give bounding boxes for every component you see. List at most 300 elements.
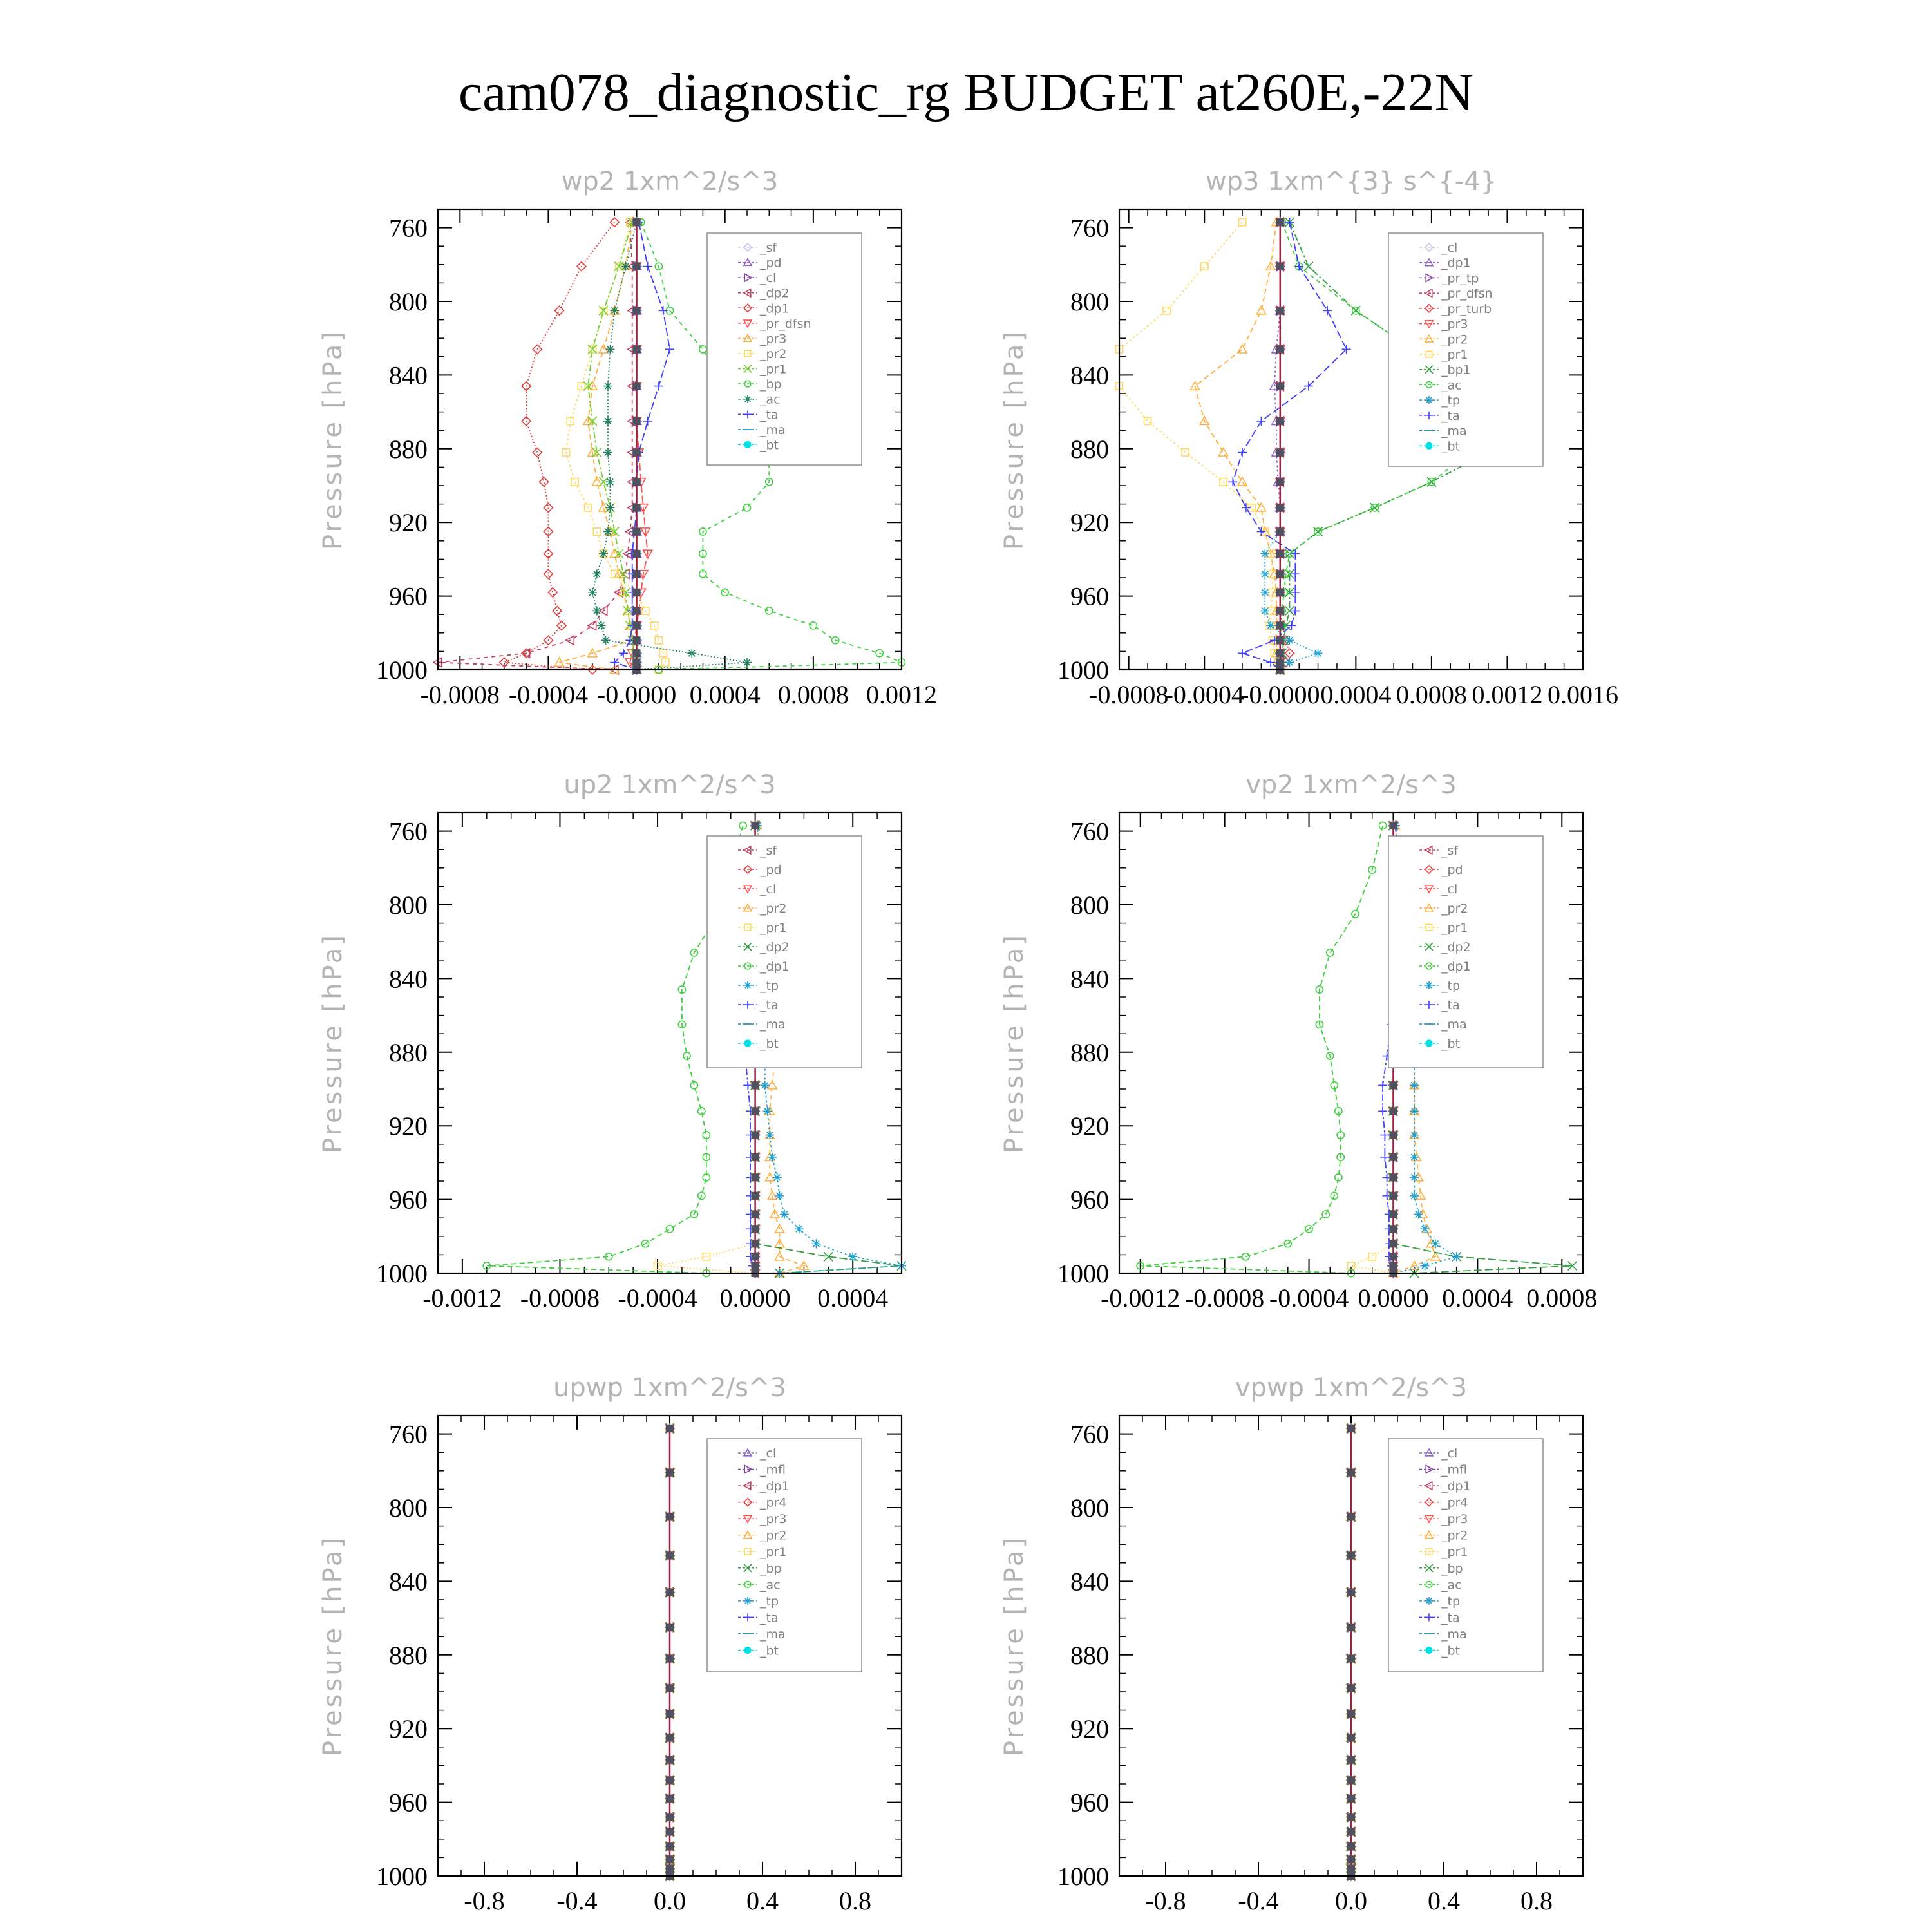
legend-label: _mfl <box>760 1463 786 1477</box>
zero-point <box>666 1655 674 1663</box>
y-tick-label: 880 <box>1070 434 1109 464</box>
legend-label: _ta <box>1441 408 1460 423</box>
legend-label: _cl <box>1441 882 1458 896</box>
zero-point <box>752 1192 759 1200</box>
legend-label: _bp1 <box>1441 363 1471 377</box>
data-point <box>601 636 611 645</box>
zero-point <box>1389 1153 1397 1161</box>
zero-point <box>666 1776 674 1784</box>
legend-label: _tp <box>1441 979 1461 993</box>
data-point <box>699 346 706 353</box>
data-point <box>603 527 612 536</box>
series-line <box>1265 222 1318 670</box>
legend-label: _mfl <box>1441 1463 1467 1477</box>
zero-point <box>1389 1262 1397 1270</box>
zero-profile <box>1347 1425 1355 1880</box>
legend-label: _ma <box>1441 424 1467 439</box>
x-tick-label: 0.0012 <box>866 680 937 709</box>
panel-5 <box>999 1373 1583 1915</box>
series-line <box>1274 222 1280 670</box>
series-pr2 <box>1191 218 1285 674</box>
series-tp <box>1260 218 1322 674</box>
zero-point <box>1347 1589 1355 1596</box>
zero-point <box>666 1813 674 1821</box>
legend-marker <box>1426 1040 1432 1046</box>
data-point <box>666 1226 673 1233</box>
zero-point <box>633 607 641 614</box>
legend-label: _dp1 <box>760 960 790 974</box>
legend <box>707 233 862 465</box>
x-tick-label: -0.0004 <box>618 1283 697 1312</box>
data-point <box>597 621 606 630</box>
zero-point <box>666 1828 674 1835</box>
zero-point <box>1389 1081 1397 1089</box>
zero-point <box>633 528 641 536</box>
zero-point <box>1347 1855 1355 1863</box>
data-point <box>1410 1173 1419 1182</box>
series-dp1 <box>1137 822 1387 1276</box>
zero-point <box>666 1469 674 1477</box>
data-point <box>1378 1106 1387 1115</box>
data-point <box>775 1252 784 1260</box>
legend-label: _pr2 <box>1441 332 1468 347</box>
data-point <box>1256 306 1265 314</box>
legend-label: _pr1 <box>760 362 787 377</box>
legend-marker <box>1425 1597 1433 1605</box>
data-point <box>1410 1081 1419 1090</box>
data-point <box>1368 1253 1376 1260</box>
y-tick-label: 960 <box>1070 1788 1109 1817</box>
x-tick-label: -0.0004 <box>1164 680 1244 709</box>
x-tick-label: 0.0008 <box>1526 1283 1598 1312</box>
legend-label: _pd <box>1441 863 1463 877</box>
legend-label: _dp1 <box>760 1479 790 1494</box>
zero-point <box>752 1240 759 1247</box>
x-tick-label: -0.4 <box>556 1886 598 1915</box>
legend-label: _pd <box>760 256 782 270</box>
series-pr2 <box>562 218 668 673</box>
legend-label: _pr2 <box>760 902 787 916</box>
data-point <box>1421 1224 1430 1233</box>
y-axis-label: Pressure [hPa] <box>999 1535 1029 1756</box>
zero-point <box>1276 550 1284 558</box>
legend-label: _pr3 <box>760 1512 787 1527</box>
legend-label: _pr1 <box>760 921 787 935</box>
zero-point <box>1389 1210 1397 1218</box>
zero-point <box>633 345 641 353</box>
x-tick-label: -0.0012 <box>422 1283 502 1312</box>
legend-label: _ma <box>760 422 786 437</box>
x-tick-label: -0.8 <box>464 1886 505 1915</box>
zero-point <box>1276 659 1284 667</box>
panel-title: upwp 1xm^2/s^3 <box>553 1373 786 1403</box>
x-tick-label: -0.4 <box>1238 1886 1279 1915</box>
zero-point <box>1389 1240 1397 1247</box>
data-point <box>1452 1252 1461 1261</box>
x-tick-label: 0.0004 <box>1320 680 1392 709</box>
legend-label: _ta <box>760 408 779 422</box>
y-tick-label: 760 <box>1070 817 1109 846</box>
panel-title: up2 1xm^2/s^3 <box>564 770 776 800</box>
data-point <box>544 503 553 512</box>
y-tick-label: 840 <box>1070 361 1109 390</box>
zero-point <box>666 1551 674 1559</box>
legend-label: _cl <box>1441 1446 1458 1461</box>
legend-label: _sf <box>760 844 777 858</box>
legend <box>707 1439 862 1672</box>
data-point <box>540 477 549 486</box>
zero-point <box>1276 218 1284 226</box>
data-point <box>1431 1239 1440 1248</box>
legend-label: _ac <box>1441 378 1462 393</box>
legend-label: _ma <box>760 1018 786 1032</box>
data-point <box>605 345 614 354</box>
x-tick-label: 0.0000 <box>719 1283 791 1312</box>
legend-label: _dp2 <box>760 940 790 954</box>
legend-label: _tp <box>1441 1594 1461 1609</box>
panel-title: vpwp 1xm^2/s^3 <box>1235 1373 1468 1403</box>
series-dp1 <box>500 218 619 674</box>
zero-point <box>1276 263 1284 270</box>
x-tick-label: 0.0004 <box>689 680 761 709</box>
y-axis-label: Pressure [hPa] <box>318 1535 348 1756</box>
legend-label: _pr1 <box>760 1545 787 1560</box>
y-tick-label: 1000 <box>1057 656 1109 685</box>
zero-point <box>1276 570 1284 578</box>
y-tick-label: 760 <box>389 213 428 243</box>
data-point <box>659 306 668 315</box>
y-tick-label: 960 <box>389 1185 428 1215</box>
legend-label: _pr2 <box>760 1528 787 1543</box>
series-pr_turb <box>1276 218 1294 674</box>
panel-3 <box>999 770 1597 1312</box>
data-point <box>811 1239 820 1248</box>
data-point <box>743 504 750 511</box>
zero-point <box>666 1710 674 1718</box>
y-tick-label: 880 <box>389 1037 428 1067</box>
y-tick-label: 800 <box>1070 1493 1109 1522</box>
legend-label: _cl <box>760 1446 777 1461</box>
legend-label: _cl <box>760 882 777 896</box>
legend <box>1388 1439 1543 1672</box>
legend-label: _tp <box>1441 393 1461 408</box>
zero-point <box>633 621 641 629</box>
legend <box>1388 233 1543 466</box>
zero-point <box>633 218 641 226</box>
legend-label: _bp <box>760 377 782 392</box>
y-tick-label: 800 <box>1070 891 1109 920</box>
zero-point <box>1276 449 1284 457</box>
zero-point <box>752 1132 759 1139</box>
data-point <box>1238 477 1247 486</box>
y-tick-label: 1000 <box>376 1259 428 1288</box>
data-point <box>588 588 597 597</box>
series-line <box>504 222 614 670</box>
y-tick-label: 760 <box>389 1419 428 1449</box>
x-tick-label: -0.8 <box>1145 1886 1186 1915</box>
zero-point <box>752 1225 759 1233</box>
data-point <box>603 448 612 457</box>
zero-point <box>1347 1828 1355 1835</box>
data-point <box>1410 1191 1419 1200</box>
data-point <box>619 649 628 658</box>
data-point <box>571 478 578 486</box>
legend-label: _ac <box>1441 1578 1462 1593</box>
zero-point <box>752 1153 759 1161</box>
zero-point <box>1347 1813 1355 1821</box>
y-tick-label: 840 <box>1070 1567 1109 1596</box>
panel-title: wp2 1xm^2/s^3 <box>561 167 779 196</box>
legend <box>707 836 862 1068</box>
x-tick-label: -0.0000 <box>1240 680 1320 709</box>
y-axis-label: Pressure [hPa] <box>318 329 348 550</box>
zero-point <box>1347 1776 1355 1784</box>
legend-label: _ac <box>760 1578 781 1593</box>
y-tick-label: 840 <box>389 1567 428 1596</box>
zero-point <box>1276 607 1284 614</box>
legend-label: _dp2 <box>1441 940 1471 954</box>
zero-point <box>1389 1253 1397 1260</box>
zero-point <box>666 1425 674 1432</box>
zero-point <box>666 1684 674 1692</box>
zero-point <box>1347 1734 1355 1742</box>
data-point <box>743 658 752 667</box>
legend-label: _pr4 <box>1441 1495 1468 1510</box>
zero-point <box>1347 1425 1355 1432</box>
y-tick-label: 880 <box>389 1640 428 1670</box>
zero-point <box>633 636 641 644</box>
y-tick-label: 920 <box>389 1112 428 1141</box>
data-point <box>592 569 601 578</box>
y-tick-label: 920 <box>389 1714 428 1744</box>
data-point <box>687 649 696 658</box>
y-axis-label: Pressure [hPa] <box>999 329 1029 550</box>
legend <box>1388 836 1543 1068</box>
series-line <box>1119 222 1280 670</box>
data-point <box>1260 569 1269 578</box>
data-point <box>780 1209 789 1218</box>
zero-point <box>1347 1684 1355 1692</box>
zero-point <box>633 550 641 558</box>
legend-label: _pr_tp <box>1441 271 1479 286</box>
zero-point <box>1389 1192 1397 1200</box>
data-point <box>1380 1131 1389 1140</box>
data-point <box>1304 262 1313 271</box>
x-tick-label: -0.0000 <box>596 680 677 709</box>
zero-point <box>666 1513 674 1520</box>
legend-label: _pr2 <box>1441 902 1468 916</box>
zero-point <box>1347 1655 1355 1663</box>
zero-point <box>666 1795 674 1803</box>
data-point <box>1410 1131 1419 1140</box>
legend-label: _pr1 <box>1441 348 1468 362</box>
data-point <box>765 1131 774 1140</box>
legend-label: _ma <box>1441 1018 1467 1032</box>
legend-label: _dp1 <box>1441 960 1471 974</box>
legend-label: _sf <box>760 241 777 255</box>
zero-point <box>633 649 641 657</box>
zero-point <box>752 1173 759 1181</box>
series-pr1 <box>1115 218 1283 673</box>
y-tick-label: 1000 <box>1057 1862 1109 1891</box>
data-point <box>761 1081 770 1090</box>
x-tick-label: 0.0004 <box>817 1283 889 1312</box>
legend-label: _bt <box>760 438 779 453</box>
zero-point <box>752 1107 759 1115</box>
legend-label: _ma <box>1441 1627 1467 1642</box>
data-point <box>1380 1153 1389 1162</box>
y-tick-label: 880 <box>1070 1640 1109 1670</box>
y-tick-label: 760 <box>389 817 428 846</box>
data-point <box>1323 306 1332 315</box>
legend-label: _ma <box>760 1627 786 1642</box>
zero-point <box>1347 1513 1355 1520</box>
x-tick-label: -0.0008 <box>420 680 500 709</box>
data-point <box>1238 649 1247 658</box>
zero-point <box>1347 1551 1355 1559</box>
zero-point <box>1389 1107 1397 1115</box>
legend-label: _bp <box>760 1561 782 1576</box>
y-tick-label: 1000 <box>376 656 428 685</box>
zero-point <box>1276 504 1284 511</box>
x-tick-label: -0.0008 <box>1089 680 1169 709</box>
x-tick-label: 0.8 <box>1520 1886 1553 1915</box>
y-tick-label: 1000 <box>1057 1259 1109 1288</box>
zero-point <box>1347 1469 1355 1477</box>
data-point <box>1378 1081 1387 1090</box>
legend-label: _dp1 <box>1441 1479 1471 1494</box>
y-tick-label: 960 <box>1070 582 1109 611</box>
zero-point <box>666 1855 674 1863</box>
zero-point <box>633 589 641 596</box>
zero-point <box>1276 636 1284 644</box>
y-tick-label: 840 <box>389 964 428 994</box>
data-point <box>1421 1262 1430 1271</box>
legend-label: _ta <box>760 998 779 1012</box>
legend-label: _sf <box>1441 844 1459 858</box>
x-tick-label: 0.0 <box>654 1886 686 1915</box>
legend-label: _tp <box>760 1594 779 1609</box>
data-point <box>555 306 564 315</box>
zero-point <box>1276 478 1284 486</box>
zero-point <box>1389 1173 1397 1181</box>
x-tick-label: -0.0004 <box>1269 1283 1349 1312</box>
series-line <box>1141 826 1383 1273</box>
zero-point <box>666 1589 674 1596</box>
series-line <box>1195 222 1280 670</box>
zero-point <box>752 1081 759 1089</box>
y-tick-label: 920 <box>1070 1714 1109 1744</box>
y-axis-label: Pressure [hPa] <box>318 933 348 1153</box>
y-tick-label: 880 <box>389 434 428 464</box>
page-title: cam078_diagnostic_rg BUDGET at260E,-22N <box>458 62 1474 122</box>
zero-point <box>1347 1710 1355 1718</box>
legend-label: _bt <box>1441 1643 1461 1658</box>
data-point <box>1314 649 1323 658</box>
zero-point <box>633 659 641 667</box>
zero-point <box>633 383 641 390</box>
zero-point <box>1347 1795 1355 1803</box>
zero-point <box>1389 822 1397 829</box>
panel-title: wp3 1xm^{3} s^{-4} <box>1205 167 1497 196</box>
legend-label: _pr_turb <box>1441 301 1492 316</box>
zero-point <box>1347 1865 1355 1873</box>
y-tick-label: 760 <box>1070 1419 1109 1449</box>
legend-marker <box>744 441 751 448</box>
y-axis-label: Pressure [hPa] <box>999 933 1029 1153</box>
legend-label: _pr_dfsn <box>760 316 811 331</box>
legend-label: _pr2 <box>1441 1528 1468 1543</box>
legend-label: _dp2 <box>760 286 790 301</box>
x-tick-label: 0.0000 <box>1358 1283 1429 1312</box>
data-point <box>643 262 652 271</box>
zero-point <box>752 822 759 829</box>
x-tick-label: 0.4 <box>746 1886 779 1915</box>
panel-0 <box>318 167 937 709</box>
y-tick-label: 800 <box>389 891 428 920</box>
x-tick-label: -0.0008 <box>1184 1283 1265 1312</box>
zero-point <box>1276 307 1284 314</box>
legend-label: _pr3 <box>1441 317 1468 332</box>
series-ta <box>610 218 674 674</box>
legend-marker <box>744 1647 751 1653</box>
data-point <box>578 383 585 390</box>
legend-marker <box>744 395 752 403</box>
y-tick-label: 840 <box>1070 964 1109 994</box>
zero-point <box>1389 1225 1397 1233</box>
data-point <box>650 622 658 629</box>
series-line <box>566 222 665 670</box>
legend-label: _bt <box>760 1643 779 1658</box>
zero-point <box>1276 589 1284 596</box>
data-point <box>1294 262 1303 271</box>
y-tick-label: 800 <box>389 1493 428 1522</box>
x-tick-label: 0.0008 <box>1396 680 1467 709</box>
series-line <box>588 222 636 670</box>
x-tick-label: 0.0016 <box>1548 680 1618 709</box>
y-tick-label: 800 <box>1070 287 1109 316</box>
data-point <box>643 417 652 426</box>
zero-point <box>666 1734 674 1742</box>
legend-label: _bt <box>1441 439 1461 454</box>
legend-marker <box>1426 1647 1432 1653</box>
zero-point <box>633 449 641 457</box>
series-line <box>1280 222 1290 670</box>
legend-marker <box>1425 981 1433 989</box>
zero-point <box>633 417 641 425</box>
zero-point <box>1276 417 1284 425</box>
legend-label: _cl <box>760 271 777 286</box>
legend-label: _cl <box>1441 241 1458 255</box>
data-point <box>1219 448 1228 457</box>
zero-profile <box>666 1425 674 1880</box>
legend-label: _bt <box>760 1037 779 1051</box>
data-point <box>775 1191 784 1200</box>
legend-marker <box>1426 442 1432 449</box>
legend-label: _pr1 <box>1441 921 1468 935</box>
legend-label: _pr3 <box>760 332 787 346</box>
data-point <box>1191 382 1200 390</box>
panel-1 <box>999 167 1618 709</box>
y-tick-label: 800 <box>389 287 428 316</box>
legend-label: _pr1 <box>1441 1545 1468 1560</box>
zero-point <box>666 1865 674 1873</box>
y-tick-label: 960 <box>1070 1185 1109 1215</box>
zero-point <box>1347 1624 1355 1631</box>
data-point <box>690 1082 697 1089</box>
data-point <box>1238 448 1247 457</box>
legend-marker <box>744 1040 751 1046</box>
